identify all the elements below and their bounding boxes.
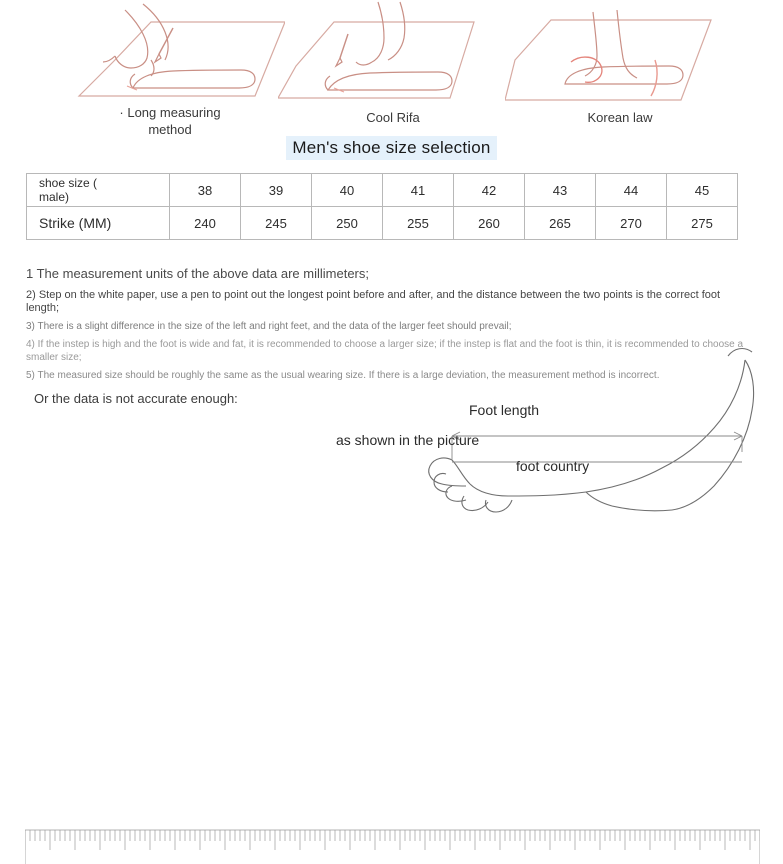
note-item: 2) Step on the white paper, use a pen to point out the longest point before and after, and the distance between the two points is the correct foot length;: [26, 289, 721, 314]
table-cell-strike: 270: [596, 207, 667, 240]
page-title-wrap: [0, 136, 783, 160]
table-cell-size: 38: [170, 174, 241, 207]
table-header-shoe-size-line1: shoe size (: [39, 176, 98, 190]
table-cell-size: 39: [241, 174, 312, 207]
table-cell-size: 40: [312, 174, 383, 207]
illustration-2-caption: Cool Rifa: [366, 110, 420, 125]
illustration-1-caption: [55, 104, 285, 138]
illustration-row: [0, 0, 783, 140]
table-header-shoe-size-line2: male): [39, 190, 70, 204]
table-cell-size: 44: [596, 174, 667, 207]
table-cell-strike: 250: [312, 207, 383, 240]
label-foot-country: foot country: [516, 458, 590, 474]
table-cell-strike: 275: [667, 207, 738, 240]
illustration-korean-law: [505, 0, 735, 140]
table-header-strike: Strike (MM): [27, 207, 170, 240]
illustration-3-caption: Korean law: [587, 110, 653, 125]
table-cell-strike: 265: [525, 207, 596, 240]
note-item: 1 The measurement units of the above data are millimeters;: [26, 266, 369, 281]
label-foot-length: Foot length: [469, 402, 540, 418]
table-cell-strike: 240: [170, 207, 241, 240]
table-cell-strike: 255: [383, 207, 454, 240]
note-item: Or the data is not accurate enough:: [34, 391, 238, 406]
table-row-size: [27, 174, 738, 207]
table-cell-size: 43: [525, 174, 596, 207]
foot-diagram: [0, 340, 783, 550]
label-as-shown-in-the-picture: as shown in the picture: [336, 432, 480, 448]
note-item: 5) The measured size should be roughly the same as the usual wearing size. If there is a large deviation, the measurement method is incorrect.: [26, 370, 660, 381]
foot-outline-sketch-3: [505, 0, 735, 110]
note-item: 4) If the instep is high and the foot is wide and fat, it is recommended to choose a larger size; if the instep is flat and the foot is thin, it is recommended to choose a smaller size;: [26, 339, 744, 363]
table-cell-size: 45: [667, 174, 738, 207]
page-title: Men's shoe size selection: [286, 136, 496, 160]
illustration-1-caption-line1: · Long measuring: [119, 105, 221, 120]
table-cell-strike: 260: [454, 207, 525, 240]
table-header-shoe-size: [27, 174, 170, 207]
table-row-strike: [27, 207, 738, 240]
hand-measuring-foot-sketch-1: [55, 0, 285, 110]
illustration-1-caption-line2: method: [148, 122, 192, 137]
note-item: 3) There is a slight difference in the size of the left and right feet, and the data of the larger feet should prevail;: [26, 321, 512, 332]
illustration-cool-rifa: [278, 0, 508, 140]
table-cell-strike: 245: [241, 207, 312, 240]
illustration-long-measuring-method: [55, 0, 285, 140]
table-cell-size: 42: [454, 174, 525, 207]
hand-measuring-foot-sketch-2: [278, 0, 508, 110]
shoe-size-table: [26, 173, 738, 240]
table-cell-size: 41: [383, 174, 454, 207]
ruler-graphic: [25, 828, 760, 864]
